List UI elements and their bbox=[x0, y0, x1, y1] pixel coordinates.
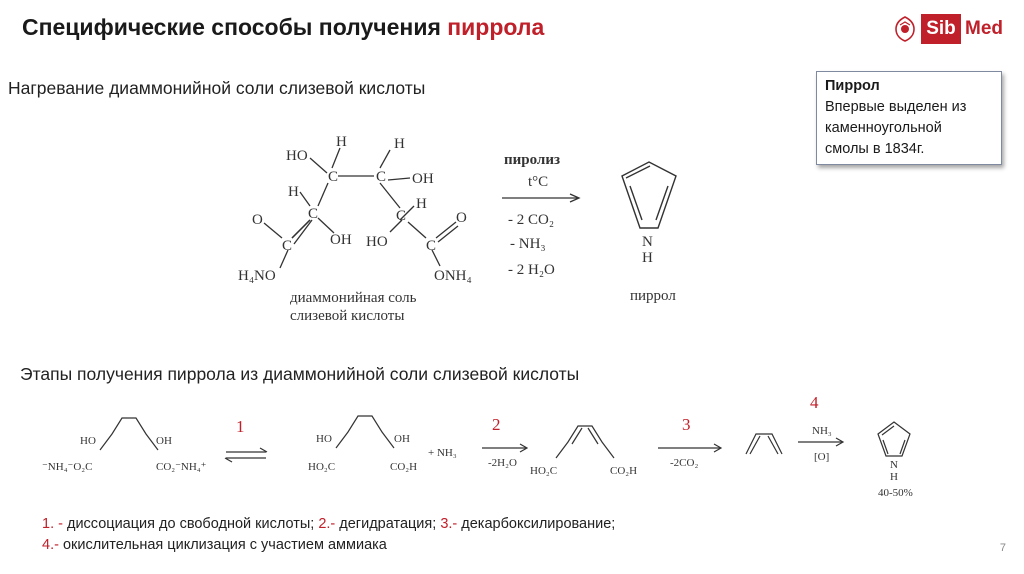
condition-pyrolysis: пиролиз bbox=[504, 152, 561, 168]
atom-oh-2: OH bbox=[330, 232, 352, 248]
pyrrole-small-ring bbox=[878, 422, 910, 456]
product-label: пиррол bbox=[630, 288, 676, 304]
minus-2co2: -2CO₂ bbox=[670, 457, 699, 469]
salt-ho: HO bbox=[80, 435, 96, 447]
title-main: Специфические способы получения bbox=[22, 14, 448, 40]
logo-sib: Sib bbox=[921, 14, 961, 44]
atom-ho-2: HO bbox=[366, 234, 388, 250]
note-3-text: декарбоксилирование; bbox=[457, 516, 616, 532]
atom-c-1: C bbox=[328, 169, 339, 185]
pyrrole-ring bbox=[622, 162, 676, 228]
title-accent: пиррола bbox=[447, 14, 545, 40]
step-number-1: 1 bbox=[236, 417, 245, 436]
acid-ho2c: HO₂C bbox=[308, 461, 336, 473]
pyrrole-small-n: N bbox=[890, 459, 898, 471]
notes-line-2 bbox=[42, 535, 615, 556]
reactant-atoms bbox=[238, 134, 472, 284]
acid-ho: HO bbox=[316, 433, 332, 445]
atom-c-4: C bbox=[396, 208, 407, 224]
diene-ho2c: HO₂C bbox=[530, 465, 558, 477]
plus-nh3: + NH₃ bbox=[428, 447, 457, 459]
acid-co2h: CO₂H bbox=[390, 461, 418, 473]
info-line-3: смолы в 1834г. bbox=[825, 141, 925, 157]
step-number-3: 3 bbox=[682, 415, 691, 434]
minus-2h2o: -2H₂O bbox=[488, 457, 517, 469]
pyrrole-h: H bbox=[642, 250, 653, 266]
salt-skeleton bbox=[100, 418, 158, 450]
sibmed-logo bbox=[893, 14, 1011, 44]
logo-med: Med bbox=[965, 18, 1003, 39]
atom-c-6: C bbox=[426, 238, 437, 254]
pyrrole-n: N bbox=[642, 234, 653, 250]
salt-oh: OH bbox=[156, 435, 172, 447]
equilibrium-arrow bbox=[225, 448, 267, 462]
atom-oh-1: OH bbox=[412, 171, 434, 187]
note-4-text: окислительная циклизация с участием аммиака bbox=[58, 537, 387, 553]
reagent-ox: [O] bbox=[814, 451, 830, 463]
reaction-scheme-1 bbox=[230, 128, 710, 328]
condition-temperature: t°C bbox=[528, 174, 549, 190]
info-heading: Пиррол bbox=[825, 78, 880, 94]
condition-co2: - 2 CO₂ bbox=[508, 212, 555, 228]
page-number: 7 bbox=[999, 542, 1006, 554]
page-title bbox=[22, 14, 544, 41]
atom-h-2: H bbox=[394, 136, 405, 152]
step-number-4: 4 bbox=[810, 393, 819, 412]
emblem-icon bbox=[893, 16, 917, 42]
info-line-1: Впервые выделен из bbox=[825, 99, 967, 115]
pyrrole-small-h: H bbox=[890, 471, 898, 483]
section1-heading: Нагревание диаммонийной соли слизевой кислоты bbox=[8, 78, 426, 98]
note-2-text: дегидратация; bbox=[335, 516, 441, 532]
acid-skeleton bbox=[336, 416, 394, 448]
atom-c-3: C bbox=[308, 206, 319, 222]
diene-co2h: CO₂H bbox=[610, 465, 638, 477]
note-2-number: 2.- bbox=[318, 516, 336, 532]
salt-right-group: CO₂⁻NH₄⁺ bbox=[156, 461, 207, 473]
atom-h4no: H₄NO bbox=[238, 268, 276, 284]
reactant-label-1: диаммонийная соль bbox=[290, 290, 417, 306]
atom-c-5: C bbox=[282, 238, 293, 254]
section2-heading: Этапы получения пиррола из диаммонийной соли слизевой кислоты bbox=[20, 364, 580, 384]
atom-onh4: ONH₄ bbox=[434, 268, 472, 284]
condition-nh3: - NH₃ bbox=[510, 236, 546, 252]
note-3-number: 3.- bbox=[440, 516, 458, 532]
atom-h-1: H bbox=[336, 134, 347, 150]
salt-left-group: ⁻NH₄⁻O₂C bbox=[42, 461, 93, 473]
condition-h2o: - 2 H₂O bbox=[508, 262, 555, 278]
atom-o-2: O bbox=[456, 210, 467, 226]
reagent-nh3: NH₃ bbox=[812, 425, 832, 437]
butadiene-skeleton bbox=[746, 434, 782, 454]
reactant-label-2: слизевой кислоты bbox=[290, 308, 405, 324]
step-number-2: 2 bbox=[492, 415, 501, 434]
atom-h-3: H bbox=[288, 184, 299, 200]
diene-acid-skeleton bbox=[556, 426, 614, 458]
atom-o-1: O bbox=[252, 212, 263, 228]
notes-line-1 bbox=[42, 514, 615, 535]
info-line-2: каменноугольной bbox=[825, 120, 942, 136]
note-1-text: диссоциация до свободной кислоты; bbox=[62, 516, 319, 532]
atom-h-4: H bbox=[416, 196, 427, 212]
acid-oh: OH bbox=[394, 433, 410, 445]
info-box bbox=[816, 71, 1002, 165]
yield-label: 40-50% bbox=[878, 487, 913, 499]
atom-ho-1: HO bbox=[286, 148, 308, 164]
note-1-number: 1. - bbox=[42, 516, 63, 532]
reaction-scheme-2 bbox=[30, 392, 950, 507]
note-4-number: 4.- bbox=[42, 537, 59, 553]
atom-c-2: C bbox=[376, 169, 387, 185]
notes bbox=[42, 514, 615, 556]
